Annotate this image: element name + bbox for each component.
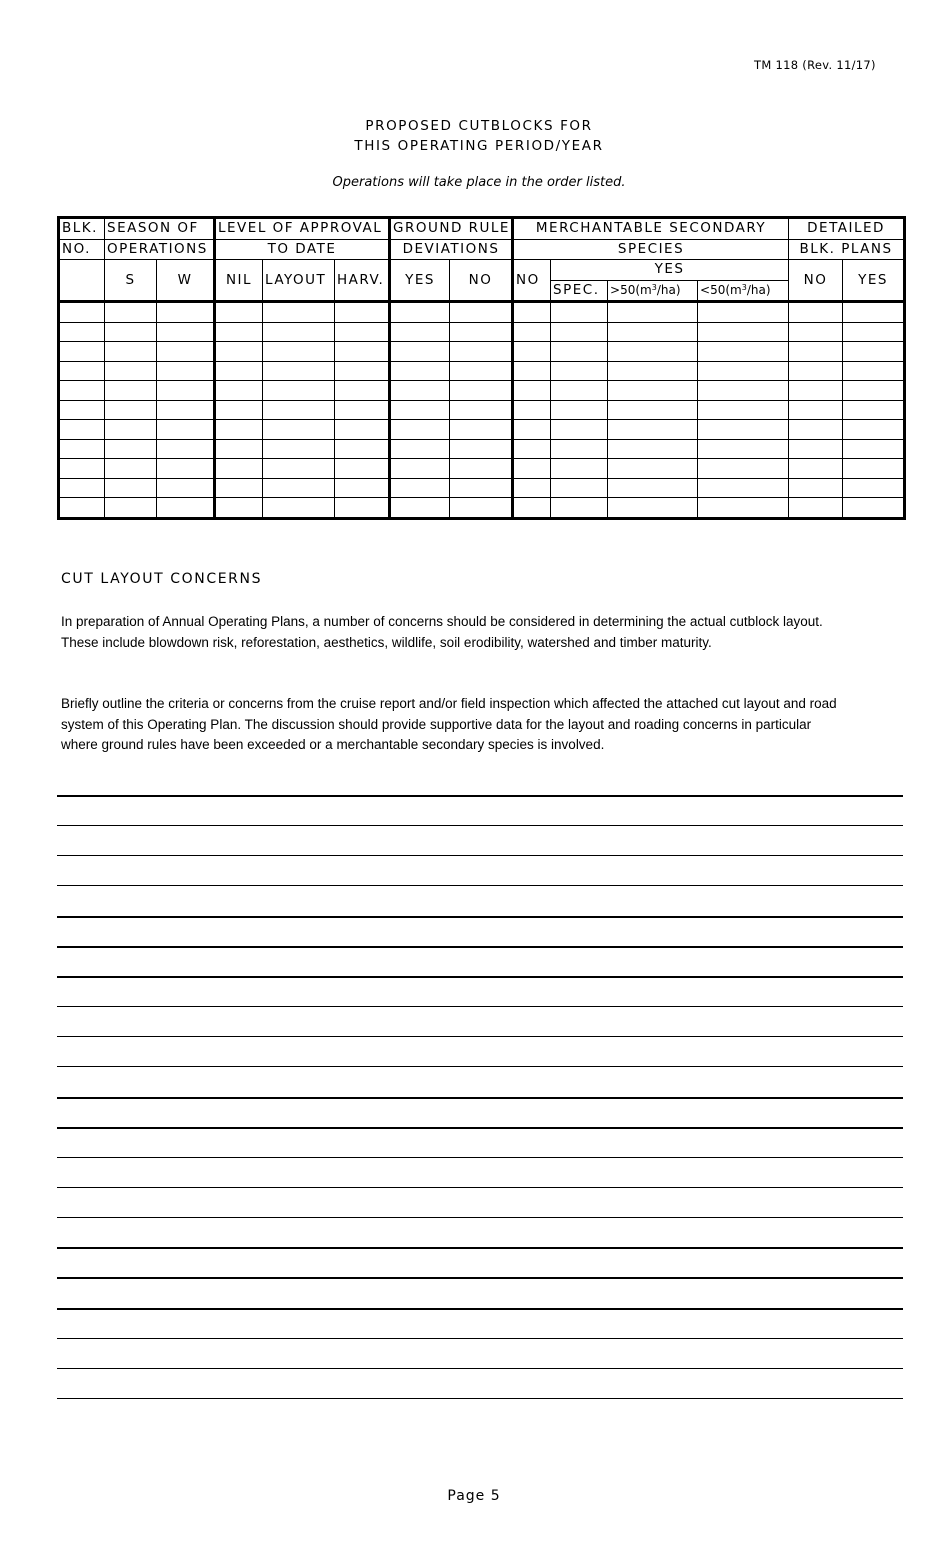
table-cell[interactable]: [698, 459, 789, 479]
blk-no-header: BLK.: [59, 218, 105, 240]
table-cell[interactable]: [608, 478, 698, 498]
col-detailed-yes: YES: [843, 260, 905, 302]
writing-line[interactable]: [57, 1247, 903, 1249]
approval-header-2: TO DATE: [215, 239, 390, 260]
table-cell[interactable]: [789, 420, 843, 440]
table-row[interactable]: [59, 420, 905, 440]
table-cell[interactable]: [450, 400, 513, 420]
table-row[interactable]: [59, 302, 905, 323]
table-cell[interactable]: [513, 342, 551, 362]
cutblocks-table: [57, 216, 906, 520]
table-cell[interactable]: [335, 302, 390, 323]
table-cell[interactable]: [843, 498, 905, 519]
table-cell[interactable]: [608, 400, 698, 420]
table-cell[interactable]: [105, 400, 157, 420]
col-gt50: $>50(m^3/ha)$: [608, 280, 698, 302]
table-cell[interactable]: [157, 322, 215, 342]
table-cell[interactable]: [698, 498, 789, 519]
writing-line[interactable]: [57, 855, 903, 856]
table-row[interactable]: [59, 381, 905, 401]
table-cell[interactable]: [335, 400, 390, 420]
writing-line[interactable]: [57, 885, 903, 886]
table-cell[interactable]: [390, 459, 450, 479]
approval-header: LEVEL OF APPROVAL: [215, 218, 390, 240]
table-cell[interactable]: [390, 420, 450, 440]
writing-line[interactable]: [57, 1157, 903, 1158]
col-spec: SPEC.: [551, 280, 608, 302]
table-cell[interactable]: [513, 459, 551, 479]
col-detailed-no: NO: [789, 260, 843, 302]
table-cell[interactable]: [551, 439, 608, 459]
table-cell[interactable]: [59, 361, 105, 381]
writing-line[interactable]: [57, 1308, 903, 1310]
table-cell[interactable]: [390, 302, 450, 323]
table-cell[interactable]: [215, 498, 263, 519]
writing-line[interactable]: [57, 1368, 903, 1369]
table-cell[interactable]: [215, 381, 263, 401]
form-number: TM 118 (Rev. 11/17): [754, 58, 876, 72]
table-cell[interactable]: [263, 498, 335, 519]
table-cell[interactable]: [843, 342, 905, 362]
table-cell[interactable]: [105, 342, 157, 362]
table-cell[interactable]: [59, 498, 105, 519]
table-cell[interactable]: [608, 498, 698, 519]
ground-rule-header-2: DEVIATIONS: [390, 239, 513, 260]
writing-line[interactable]: [57, 1036, 903, 1037]
table-cell[interactable]: [450, 478, 513, 498]
table-cell[interactable]: [390, 322, 450, 342]
table-cell[interactable]: [698, 361, 789, 381]
table-cell[interactable]: [513, 400, 551, 420]
table-cell[interactable]: [608, 459, 698, 479]
col-nil: NIL: [215, 260, 263, 302]
writing-line[interactable]: [57, 1097, 903, 1099]
table-cell[interactable]: [789, 342, 843, 362]
table-cell[interactable]: [551, 302, 608, 323]
col-ground-yes: YES: [390, 260, 450, 302]
page-number: Page 5: [447, 1488, 501, 1504]
table-cell[interactable]: [215, 478, 263, 498]
writing-line[interactable]: [57, 825, 903, 826]
table-cell[interactable]: [551, 381, 608, 401]
table-cell[interactable]: [105, 420, 157, 440]
table-cell[interactable]: [263, 342, 335, 362]
table-cell[interactable]: [335, 478, 390, 498]
table-cell[interactable]: [513, 361, 551, 381]
table-cell[interactable]: [105, 439, 157, 459]
table-cell[interactable]: [789, 322, 843, 342]
table-cell[interactable]: [215, 439, 263, 459]
table-cell[interactable]: [157, 439, 215, 459]
table-cell[interactable]: [335, 498, 390, 519]
season-header: SEASON OF: [105, 218, 215, 240]
writing-line[interactable]: [57, 1066, 903, 1067]
table-row[interactable]: [59, 361, 905, 381]
table-cell[interactable]: [843, 361, 905, 381]
title-line-2: THIS OPERATING PERIOD/YEAR: [354, 138, 604, 154]
table-cell[interactable]: [551, 322, 608, 342]
writing-line[interactable]: [57, 1127, 903, 1129]
table-cell[interactable]: [450, 342, 513, 362]
table-cell[interactable]: [608, 302, 698, 323]
table-cell[interactable]: [157, 400, 215, 420]
form-title: [0, 116, 950, 156]
table-cell[interactable]: [698, 420, 789, 440]
table-cell[interactable]: [263, 459, 335, 479]
header-row-1: [59, 218, 905, 240]
table-cell[interactable]: [843, 302, 905, 323]
table-cell[interactable]: [59, 420, 105, 440]
table-cell[interactable]: [551, 478, 608, 498]
table-cell[interactable]: [843, 400, 905, 420]
table-cell[interactable]: [157, 478, 215, 498]
table-cell[interactable]: [608, 420, 698, 440]
table-cell[interactable]: [843, 439, 905, 459]
table-cell[interactable]: [390, 361, 450, 381]
writing-line[interactable]: [57, 946, 903, 948]
table-cell[interactable]: [105, 498, 157, 519]
writing-line[interactable]: [57, 976, 903, 978]
writing-line[interactable]: [57, 1277, 903, 1279]
table-row[interactable]: [59, 322, 905, 342]
table-cell[interactable]: [698, 302, 789, 323]
table-cell[interactable]: [843, 381, 905, 401]
table-cell[interactable]: [698, 342, 789, 362]
table-cell[interactable]: [513, 302, 551, 323]
table-cell[interactable]: [513, 420, 551, 440]
table-cell[interactable]: [789, 400, 843, 420]
table-cell[interactable]: [59, 459, 105, 479]
table-cell[interactable]: [789, 381, 843, 401]
merch-species-header: MERCHANTABLE SECONDARY: [513, 218, 789, 240]
table-cell[interactable]: [157, 381, 215, 401]
detailed-plans-header: DETAILED: [789, 218, 905, 240]
table-row[interactable]: [59, 400, 905, 420]
table-cell[interactable]: [105, 381, 157, 401]
table-cell[interactable]: [789, 498, 843, 519]
table-row[interactable]: [59, 498, 905, 519]
table-cell[interactable]: [513, 322, 551, 342]
table-cell[interactable]: [335, 342, 390, 362]
table-cell[interactable]: [215, 322, 263, 342]
section-heading: CUT LAYOUT CONCERNS: [61, 571, 263, 587]
paragraph-1: In preparation of Annual Operating Plans, a number of concerns should be considered in determining the actual cutblock layout. These include blowdown risk, reforestation, aesthetics, wildlife, soil erodibility, watershed and timber maturity.: [61, 614, 823, 650]
table-cell[interactable]: [843, 478, 905, 498]
table-cell[interactable]: [59, 322, 105, 342]
table-cell[interactable]: [450, 439, 513, 459]
table-cell[interactable]: [263, 439, 335, 459]
table-cell[interactable]: [450, 322, 513, 342]
table-cell[interactable]: [215, 342, 263, 362]
table-cell[interactable]: [843, 420, 905, 440]
merch-yes-header: YES: [551, 260, 789, 281]
table-cell[interactable]: [59, 381, 105, 401]
table-cell[interactable]: [105, 322, 157, 342]
table-cell[interactable]: [551, 400, 608, 420]
table-cell[interactable]: [263, 361, 335, 381]
writing-line[interactable]: [57, 1217, 903, 1218]
writing-line[interactable]: [57, 916, 903, 918]
table-cell[interactable]: [157, 361, 215, 381]
table-cell[interactable]: [335, 439, 390, 459]
table-cell[interactable]: [551, 498, 608, 519]
table-cell[interactable]: [608, 439, 698, 459]
table-cell[interactable]: [390, 400, 450, 420]
table-cell[interactable]: [335, 381, 390, 401]
table-cell[interactable]: [698, 381, 789, 401]
table-cell[interactable]: [263, 322, 335, 342]
writing-line[interactable]: [57, 795, 903, 797]
blk-no-header-2: NO.: [59, 239, 105, 260]
table-cell[interactable]: [608, 361, 698, 381]
table-cell[interactable]: [789, 439, 843, 459]
season-header-2: OPERATIONS: [105, 239, 215, 260]
table-cell[interactable]: [698, 322, 789, 342]
table-cell[interactable]: [450, 381, 513, 401]
table-cell[interactable]: [215, 420, 263, 440]
table-cell[interactable]: [513, 498, 551, 519]
table-cell[interactable]: [59, 478, 105, 498]
col-merch-no: NO: [513, 260, 551, 302]
header-row-2: [59, 239, 905, 260]
table-cell[interactable]: [608, 381, 698, 401]
table-cell[interactable]: [789, 361, 843, 381]
col-ground-no: NO: [450, 260, 513, 302]
table-cell[interactable]: [390, 381, 450, 401]
table-cell[interactable]: [335, 361, 390, 381]
col-w: W: [157, 260, 215, 302]
table-cell[interactable]: [450, 420, 513, 440]
table-cell[interactable]: [513, 478, 551, 498]
table-cell[interactable]: [450, 361, 513, 381]
detailed-plans-header-2: BLK. PLANS: [789, 239, 905, 260]
table-row[interactable]: [59, 459, 905, 479]
table-cell[interactable]: [215, 361, 263, 381]
table-cell[interactable]: [157, 302, 215, 323]
table-cell[interactable]: [390, 478, 450, 498]
table-cell[interactable]: [59, 302, 105, 323]
table-cell[interactable]: [335, 322, 390, 342]
writing-line[interactable]: [57, 1187, 903, 1188]
table-cell[interactable]: [59, 342, 105, 362]
table-cell[interactable]: [698, 439, 789, 459]
col-s: S: [105, 260, 157, 302]
table-cell[interactable]: [105, 478, 157, 498]
blank-cell: [59, 260, 105, 302]
title-line-1: PROPOSED CUTBLOCKS FOR: [365, 118, 593, 134]
table-cell[interactable]: [608, 342, 698, 362]
table-cell[interactable]: [105, 302, 157, 323]
table-cell[interactable]: [513, 439, 551, 459]
merch-species-header-2: SPECIES: [513, 239, 789, 260]
table-cell[interactable]: [789, 478, 843, 498]
table-row[interactable]: [59, 439, 905, 459]
header-row-3: [59, 260, 905, 281]
table-cell[interactable]: [263, 400, 335, 420]
table-cell[interactable]: [789, 302, 843, 323]
table-cell[interactable]: [513, 381, 551, 401]
table-cell[interactable]: [450, 498, 513, 519]
form-subtitle: Operations will take place in the order listed.: [332, 175, 626, 190]
ground-rule-header: GROUND RULE: [390, 218, 513, 240]
table-cell[interactable]: [157, 459, 215, 479]
table-cell[interactable]: [59, 400, 105, 420]
table-cell[interactable]: [843, 322, 905, 342]
table-row[interactable]: [59, 342, 905, 362]
col-lt50: $<50(m^3/ha)$: [698, 280, 789, 302]
table-row[interactable]: [59, 478, 905, 498]
table-cell[interactable]: [551, 459, 608, 479]
table-cell[interactable]: [551, 420, 608, 440]
table-cell[interactable]: [551, 342, 608, 362]
table-cell[interactable]: [390, 498, 450, 519]
table-cell[interactable]: [698, 478, 789, 498]
table-cell[interactable]: [105, 459, 157, 479]
table-cell[interactable]: [59, 439, 105, 459]
table-cell[interactable]: [157, 420, 215, 440]
table-cell[interactable]: [843, 459, 905, 479]
table-cell[interactable]: [215, 302, 263, 323]
table-cell[interactable]: [263, 420, 335, 440]
table-cell[interactable]: [789, 459, 843, 479]
table-cell[interactable]: [157, 342, 215, 362]
table-cell[interactable]: [215, 400, 263, 420]
table-cell[interactable]: [263, 381, 335, 401]
writing-line[interactable]: [57, 1398, 903, 1399]
table-cell[interactable]: [450, 459, 513, 479]
table-cell[interactable]: [390, 439, 450, 459]
table-cell[interactable]: [335, 459, 390, 479]
table-cell[interactable]: [263, 478, 335, 498]
table-cell[interactable]: [263, 302, 335, 323]
col-harv: HARV.: [335, 260, 390, 302]
table-cell[interactable]: [551, 361, 608, 381]
table-cell[interactable]: [608, 322, 698, 342]
writing-line[interactable]: [57, 1006, 903, 1007]
col-layout: LAYOUT: [263, 260, 335, 302]
table-cell[interactable]: [390, 342, 450, 362]
table-cell[interactable]: [450, 302, 513, 323]
table-cell[interactable]: [698, 400, 789, 420]
writing-line[interactable]: [57, 1338, 903, 1339]
table-cell[interactable]: [157, 498, 215, 519]
paragraph-2: Briefly outline the criteria or concerns from the cruise report and/or field inspection which affected the attached cut layout and road system of this Operating Plan. The discussion should provide supportive data for the layout and roading concerns in particular where ground rules have been exceeded or a merchantable secondary species is involved.: [61, 696, 837, 752]
table-cell[interactable]: [105, 361, 157, 381]
table-cell[interactable]: [215, 459, 263, 479]
table-cell[interactable]: [335, 420, 390, 440]
